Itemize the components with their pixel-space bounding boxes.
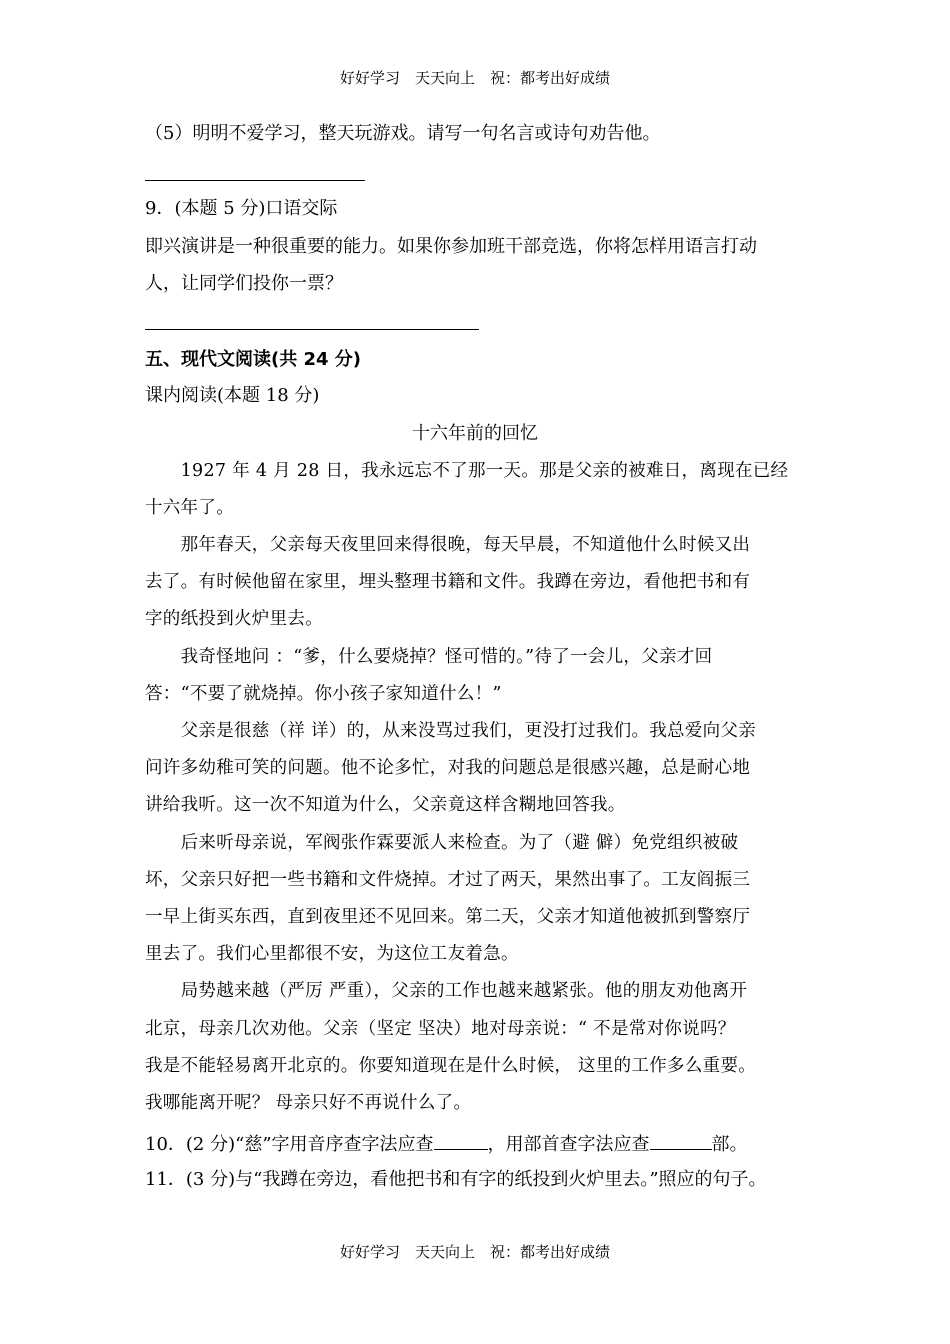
question-8-5: （5）明明不爱学习，整天玩游戏。请写一句名言或诗句劝告他。: [145, 123, 661, 144]
passage-line: 我是不能轻易离开北京的。你要知道现在是什么时候， 这里的工作多么重要。: [145, 1056, 757, 1076]
passage-line: 1927 年 4 月 28 日，我永远忘不了那一天。那是父亲的被难日，离现在已经: [145, 461, 789, 481]
question-9-title: 9．(本题 5 分)口语交际: [145, 198, 338, 219]
sub-heading-reading: 课内阅读(本题 18 分): [145, 385, 320, 406]
answer-line-q8: [145, 180, 365, 181]
passage-line: 十六年了。: [145, 498, 234, 518]
passage-line: 里去了。我们心里都很不安，为这位工友着急。: [145, 944, 519, 964]
passage-line: 坏，父亲只好把一些书籍和文件烧掉。才过了两天，果然出事了。工友阎振三: [145, 870, 751, 890]
passage-line: 北京，母亲几次劝他。父亲（坚定 坚决）地对母亲说：“ 不是常对你说吗？: [145, 1019, 736, 1039]
section-5-heading: 五、现代文阅读(共 24 分): [145, 349, 362, 370]
passage-line: 我奇怪地问 ：“爹，什么要烧掉？怪可惜的。”待了一会儿，父亲才回: [145, 647, 713, 667]
question-11: 11．(3 分)与“我蹲在旁边，看他把书和有字的纸投到火炉里去。”照应的句子。: [145, 1169, 767, 1190]
question-10-text-b: ，用部首查字法应查: [487, 1134, 650, 1155]
passage-title: 十六年前的回忆: [412, 423, 538, 444]
question-9-line-1: 即兴演讲是一种很重要的能力。如果你参加班干部竞选，你将怎样用语言打动: [145, 236, 757, 257]
answer-blank-q10-letter[interactable]: [434, 1131, 488, 1150]
passage-line: 字的纸投到火炉里去。: [145, 609, 323, 629]
answer-line-q9: [145, 329, 479, 330]
passage-line: 去了。有时候他留在家里，埋头整理书籍和文件。我蹲在旁边，看他把书和有: [145, 572, 751, 592]
passage-line: 一早上街买东西，直到夜里还不见回来。第二天，父亲才知道他被抓到警察厅: [145, 907, 751, 927]
question-10: [145, 1131, 748, 1157]
passage-line: 我哪能离开呢？ 母亲只好不再说什么了。: [145, 1093, 472, 1113]
passage-line: 那年春天，父亲每天夜里回来得很晚，每天早晨，不知道他什么时候又出: [145, 535, 751, 555]
passage-line: 问许多幼稚可笑的问题。他不论多忙，对我的问题总是很感兴趣，总是耐心地: [145, 758, 751, 778]
page-header: 好好学习 天天向上 祝：都考出好成绩: [339, 69, 610, 87]
passage-line: 父亲是很慈（祥 详）的，从来没骂过我们，更没打过我们。我总爱向父亲: [145, 721, 757, 741]
question-10-text-a: 10．(2 分)“慈”字用音序查字法应查: [145, 1134, 434, 1155]
passage-line: 讲给我听。这一次不知道为什么，父亲竟这样含糊地回答我。: [145, 795, 626, 815]
question-10-text-c: 部。: [711, 1134, 748, 1155]
passage-line: 后来听母亲说，军阀张作霖要派人来检查。为了（避 僻）免党组织被破: [145, 833, 739, 853]
question-9-line-2: 人，让同学们投你一票？: [145, 273, 343, 294]
passage-line: 答：“不要了就烧掉。你小孩子家知道什么！”: [145, 684, 502, 704]
answer-blank-q10-radical[interactable]: [650, 1131, 712, 1150]
page-footer: 好好学习 天天向上 祝：都考出好成绩: [339, 1243, 610, 1261]
passage-line: 局势越来越（严厉 严重），父亲的工作也越来越紧张。他的朋友劝他离开: [145, 981, 748, 1001]
